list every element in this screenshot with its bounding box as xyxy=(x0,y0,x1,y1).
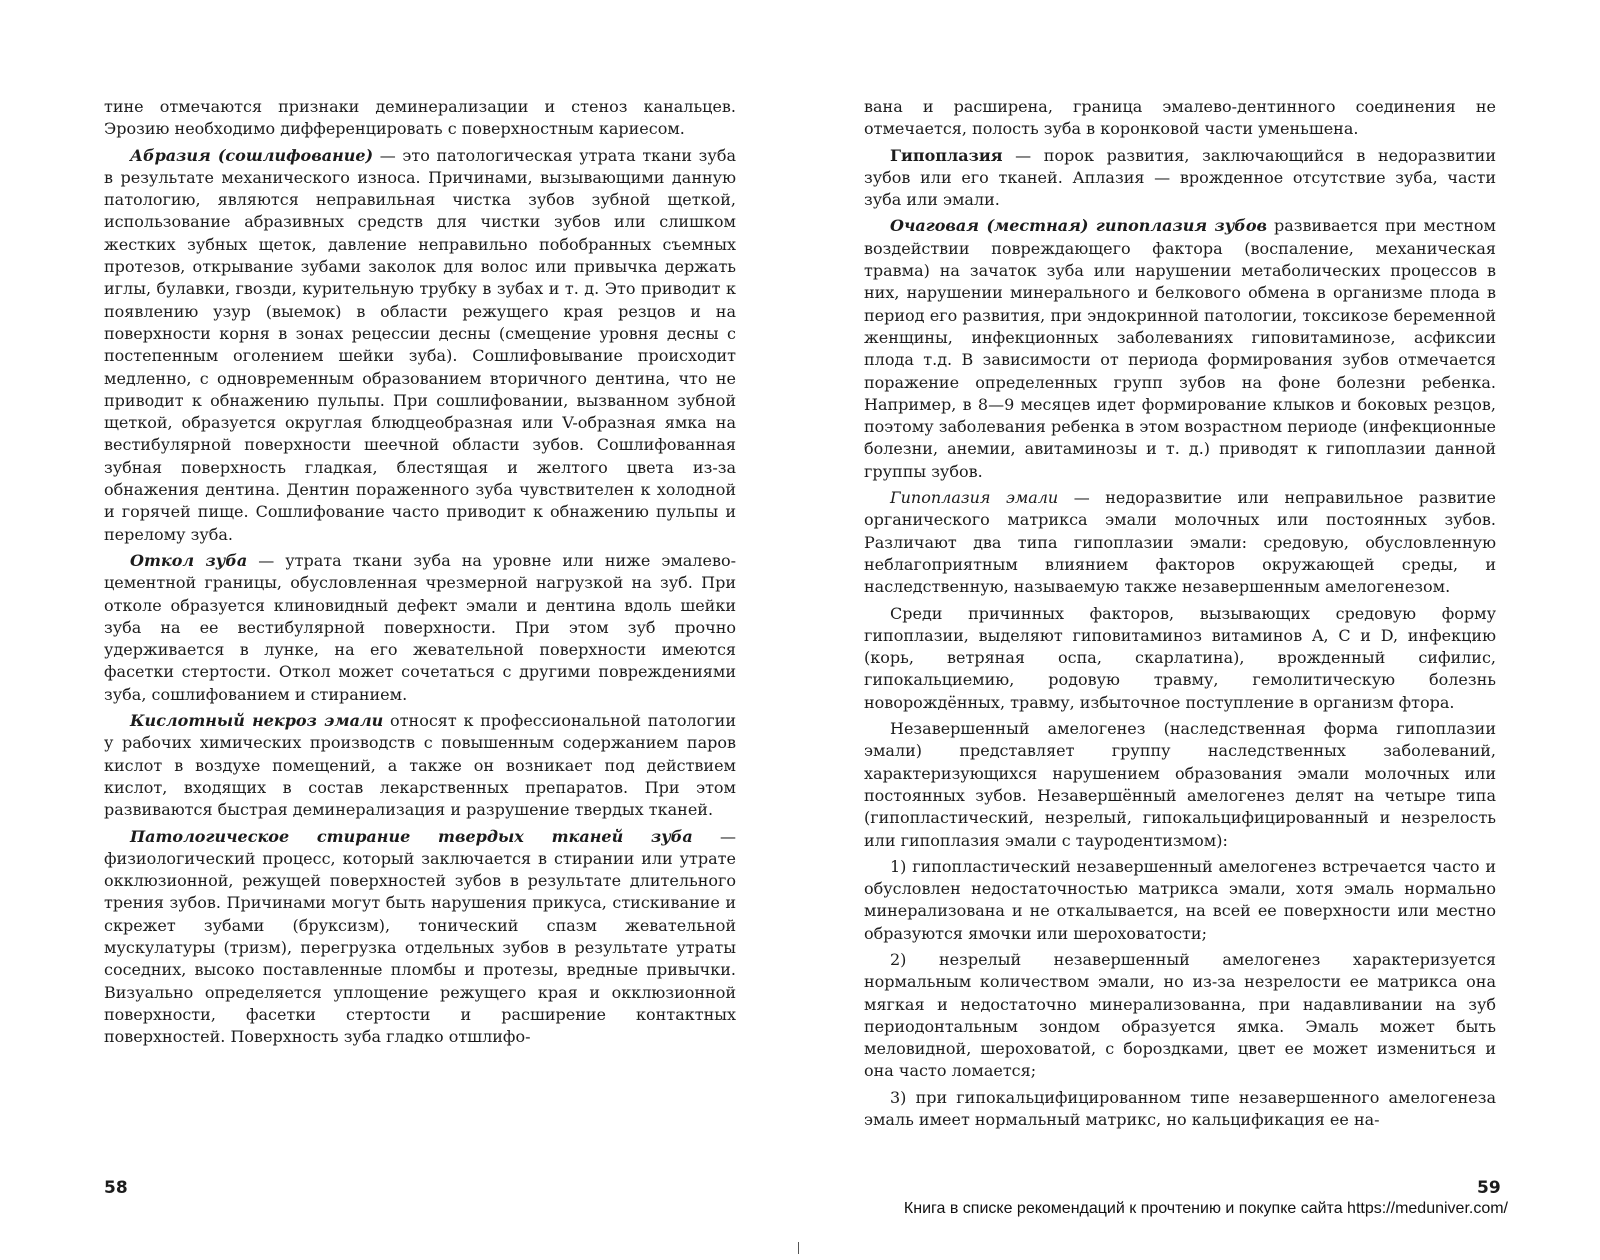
footer-recommendation-note: Книга в списке рекомендаций к прочтению и покупке сайта https://meduniver.com/ xyxy=(903,1200,1508,1217)
paragraph xyxy=(864,603,1496,714)
paragraph xyxy=(864,856,1496,945)
left-page-text xyxy=(104,96,736,1171)
paragraph xyxy=(864,96,1496,141)
paragraph xyxy=(104,550,736,706)
paragraph xyxy=(864,718,1496,852)
right-page-text xyxy=(864,96,1496,1171)
paragraph-text: Незавершенный амелогенез (наследственная форма гипоплазии эмали) представляет группу наследственных заболеваний, характеризующихся нарушением образования эмали молочных или постоянных зубов. Незавершённый амелогенез делят на четыре типа (гипопластический, незрелый, гипокальцифицированный и незрелость или гипоплазия эмали с тауродентизмом): xyxy=(864,719,1496,850)
paragraph xyxy=(104,145,736,546)
paragraph xyxy=(104,96,736,141)
paragraph xyxy=(864,487,1496,598)
term-heading: Гипоплазия эмали xyxy=(890,488,1059,508)
paragraph-text: 1) гипопластический незавершенный амелогенез встречается часто и обусловлен недостаточностью матрикса эмали, хотя эмаль нормально минерализована и не откалывается, на всей ее поверхности или местно образуются ямочки или шероховатости; xyxy=(864,856,1496,943)
paragraph-text: — физиологический процесс, который заключается в стирании или утрате окклюзионной, режущей поверхностей зубов в результате длительного трения зубов. Причинами могут быть нарушения прикуса, стискивание и скрежет зубами (бруксизм), тонический спазм жевательной мускулатуры (тризм), перегрузка отдельных зубов в результате утраты соседних, высоко поставленные пломбы и протезы, вредные привычки. Визуально определяется уплощение режущего края и окклюзионной поверхности, фасетки стертости и расширение контактных поверхностей. Поверхность зуба гладко отшлифо- xyxy=(104,826,736,1047)
term-heading: Откол зуба xyxy=(130,550,248,570)
term-heading: Абразия (сошлифование) xyxy=(130,145,374,165)
paragraph-text: — утрата ткани зуба на уровне или ниже эмалево-цементной границы, обусловленная чрезмерной нагрузкой на зуб. При отколе образуется клиновидный дефект эмали и дентина вдоль шейки зуба на ее вестибулярной поверхности. При этом зуб прочно удерживается в лунке, на его жевательной поверхности имеются фасетки стертости. Откол может сочетаться с другими повреждениями зуба, сошлифованием и стиранием. xyxy=(104,550,736,704)
paragraph xyxy=(864,145,1496,212)
spine-mark xyxy=(798,1242,799,1254)
paragraph-text: Среди причинных факторов, вызывающих средовую форму гипоплазии, выделяют гиповитаминоз витаминов A, C и D, инфекцию (корь, ветряная оспа, скарлатина), врожденный сифилис, гипокальциемию, родовую травму, гемолитическую болезнь новорождённых, травму, избыточное поступление в организм фтора. xyxy=(864,603,1496,712)
paragraph-text: — недоразвитие или неправильное развитие органического матрикса эмали молочных или постоянных зубов. Различают два типа гипоплазии эмали: средовую, обусловленную неблагоприятным влиянием факторов окружающей среды, и наследственную, называемую также незавершенным амелогенезом. xyxy=(864,488,1496,597)
paragraph-text: тине отмечаются признаки деминерализации и стеноз канальцев. Эрозию необходимо дифференцировать с поверхностным кариесом. xyxy=(104,97,736,139)
paragraph xyxy=(864,215,1496,483)
paragraph-text: вана и расширена, граница эмалево-дентинного соединения не отмечается, полость зуба в коронковой части уменьшена. xyxy=(864,97,1496,139)
paragraph xyxy=(864,949,1496,1083)
paragraph xyxy=(864,1087,1496,1132)
paragraph-text: — это патологическая утрата ткани зуба в результате механического износа. Причинами, вызывающими данную патологию, являются неправильная чистка зубов зубной щеткой, использование абразивных средств для чистки зубов или слишком жестких зубных щеток, давление неправильно побобранных съемных протезов, открывание зубами заколок для волос или привычка держать иглы, булавки, гвозди, курительную трубку в зубах и т. д. Это приводит к появлению узур (выемок) в области режущего края резцов и на поверхности корня в зонах рецессии десны (смещение уровня десны с постепенным оголением шейки зуба). Сошлифовывание происходит медленно, с одновременным образованием вторичного дентина, что не приводит к обнажению пульпы. При сошлифовании, вызванном зубной щеткой, образуется округлая блюдцеобразная или V-образная ямка на вестибулярной поверхности шеечной области зубов. Сошлифованная зубная поверхность гладкая, блестящая и желтого цвета из-за обнажения дентина. Дентин пораженного зуба чувствителен к холодной и горячей пище. Сошлифование часто приводит к обнажению пульпы и перелому зуба. xyxy=(104,145,736,544)
paragraph-text: — порок развития, заключающийся в недоразвитии зубов или его тканей. Аплазия — врожденное отсутствие зуба, части зуба или эмали. xyxy=(864,145,1496,210)
paragraph xyxy=(104,710,736,821)
term-heading: Патологическое стирание твердых тканей зуба xyxy=(130,826,693,846)
paragraph-text: 3) при гипокальцифицированном типе незавершенного амелогенеза эмаль имеет нормальный матрикс, но кальцификация ее на- xyxy=(864,1087,1496,1130)
paragraph-text: 2) незрелый незавершенный амелогенез характеризуется нормальным количеством эмали, но из-за незрелости ее матрикса она мягкая и недостаточно минерализованна, при надавливании на зуб периодонтальным зондом образуется ямка. Эмаль может быть меловидной, шероховатой, с бороздками, цвет ее может измениться и она часто ломается; xyxy=(864,949,1496,1081)
paragraph-text: развивается при местном воздействии повреждающего фактора (воспаление, механическая травма) на зачаток зуба или нарушении метаболических процессов в них, нарушении минерального и белкового обмена в организме плода в период его развития, при эндокринной патологии, токсикозе беременной женщины, инфекционных заболеваниях гиповитаминозе, асфиксии плода т.д. В зависимости от периода формирования зубов отмечается поражение определенных групп зубов на фоне болезни ребенка. Например, в 8—9 месяцев идет формирование клыков и боковых резцов, поэтому заболевания ребенка в этом возрастном периоде (инфекционные болезни, анемии, авитаминозы и т. д.) приводят к гипоплазии данной группы зубов. xyxy=(864,216,1496,481)
term-heading: Кислотный некроз эмали xyxy=(130,711,384,731)
page-number-left: 58 xyxy=(104,1178,128,1198)
paragraph xyxy=(104,826,736,1049)
term-heading: Очаговая (местная) гипоплазия зубов xyxy=(890,216,1268,236)
term-heading: Гипоплазия xyxy=(890,145,1003,165)
page-number-right: 59 xyxy=(1477,1178,1501,1198)
paragraph-text: относят к профессиональной патологии у рабочих химических производств с повышенным содержанием паров кислот в воздухе помещений, а также он возникает под действием кислот, входящих в состав лекарственных препаратов. При этом развиваются быстрая деминерализация и разрушение твердых тканей. xyxy=(104,711,736,820)
